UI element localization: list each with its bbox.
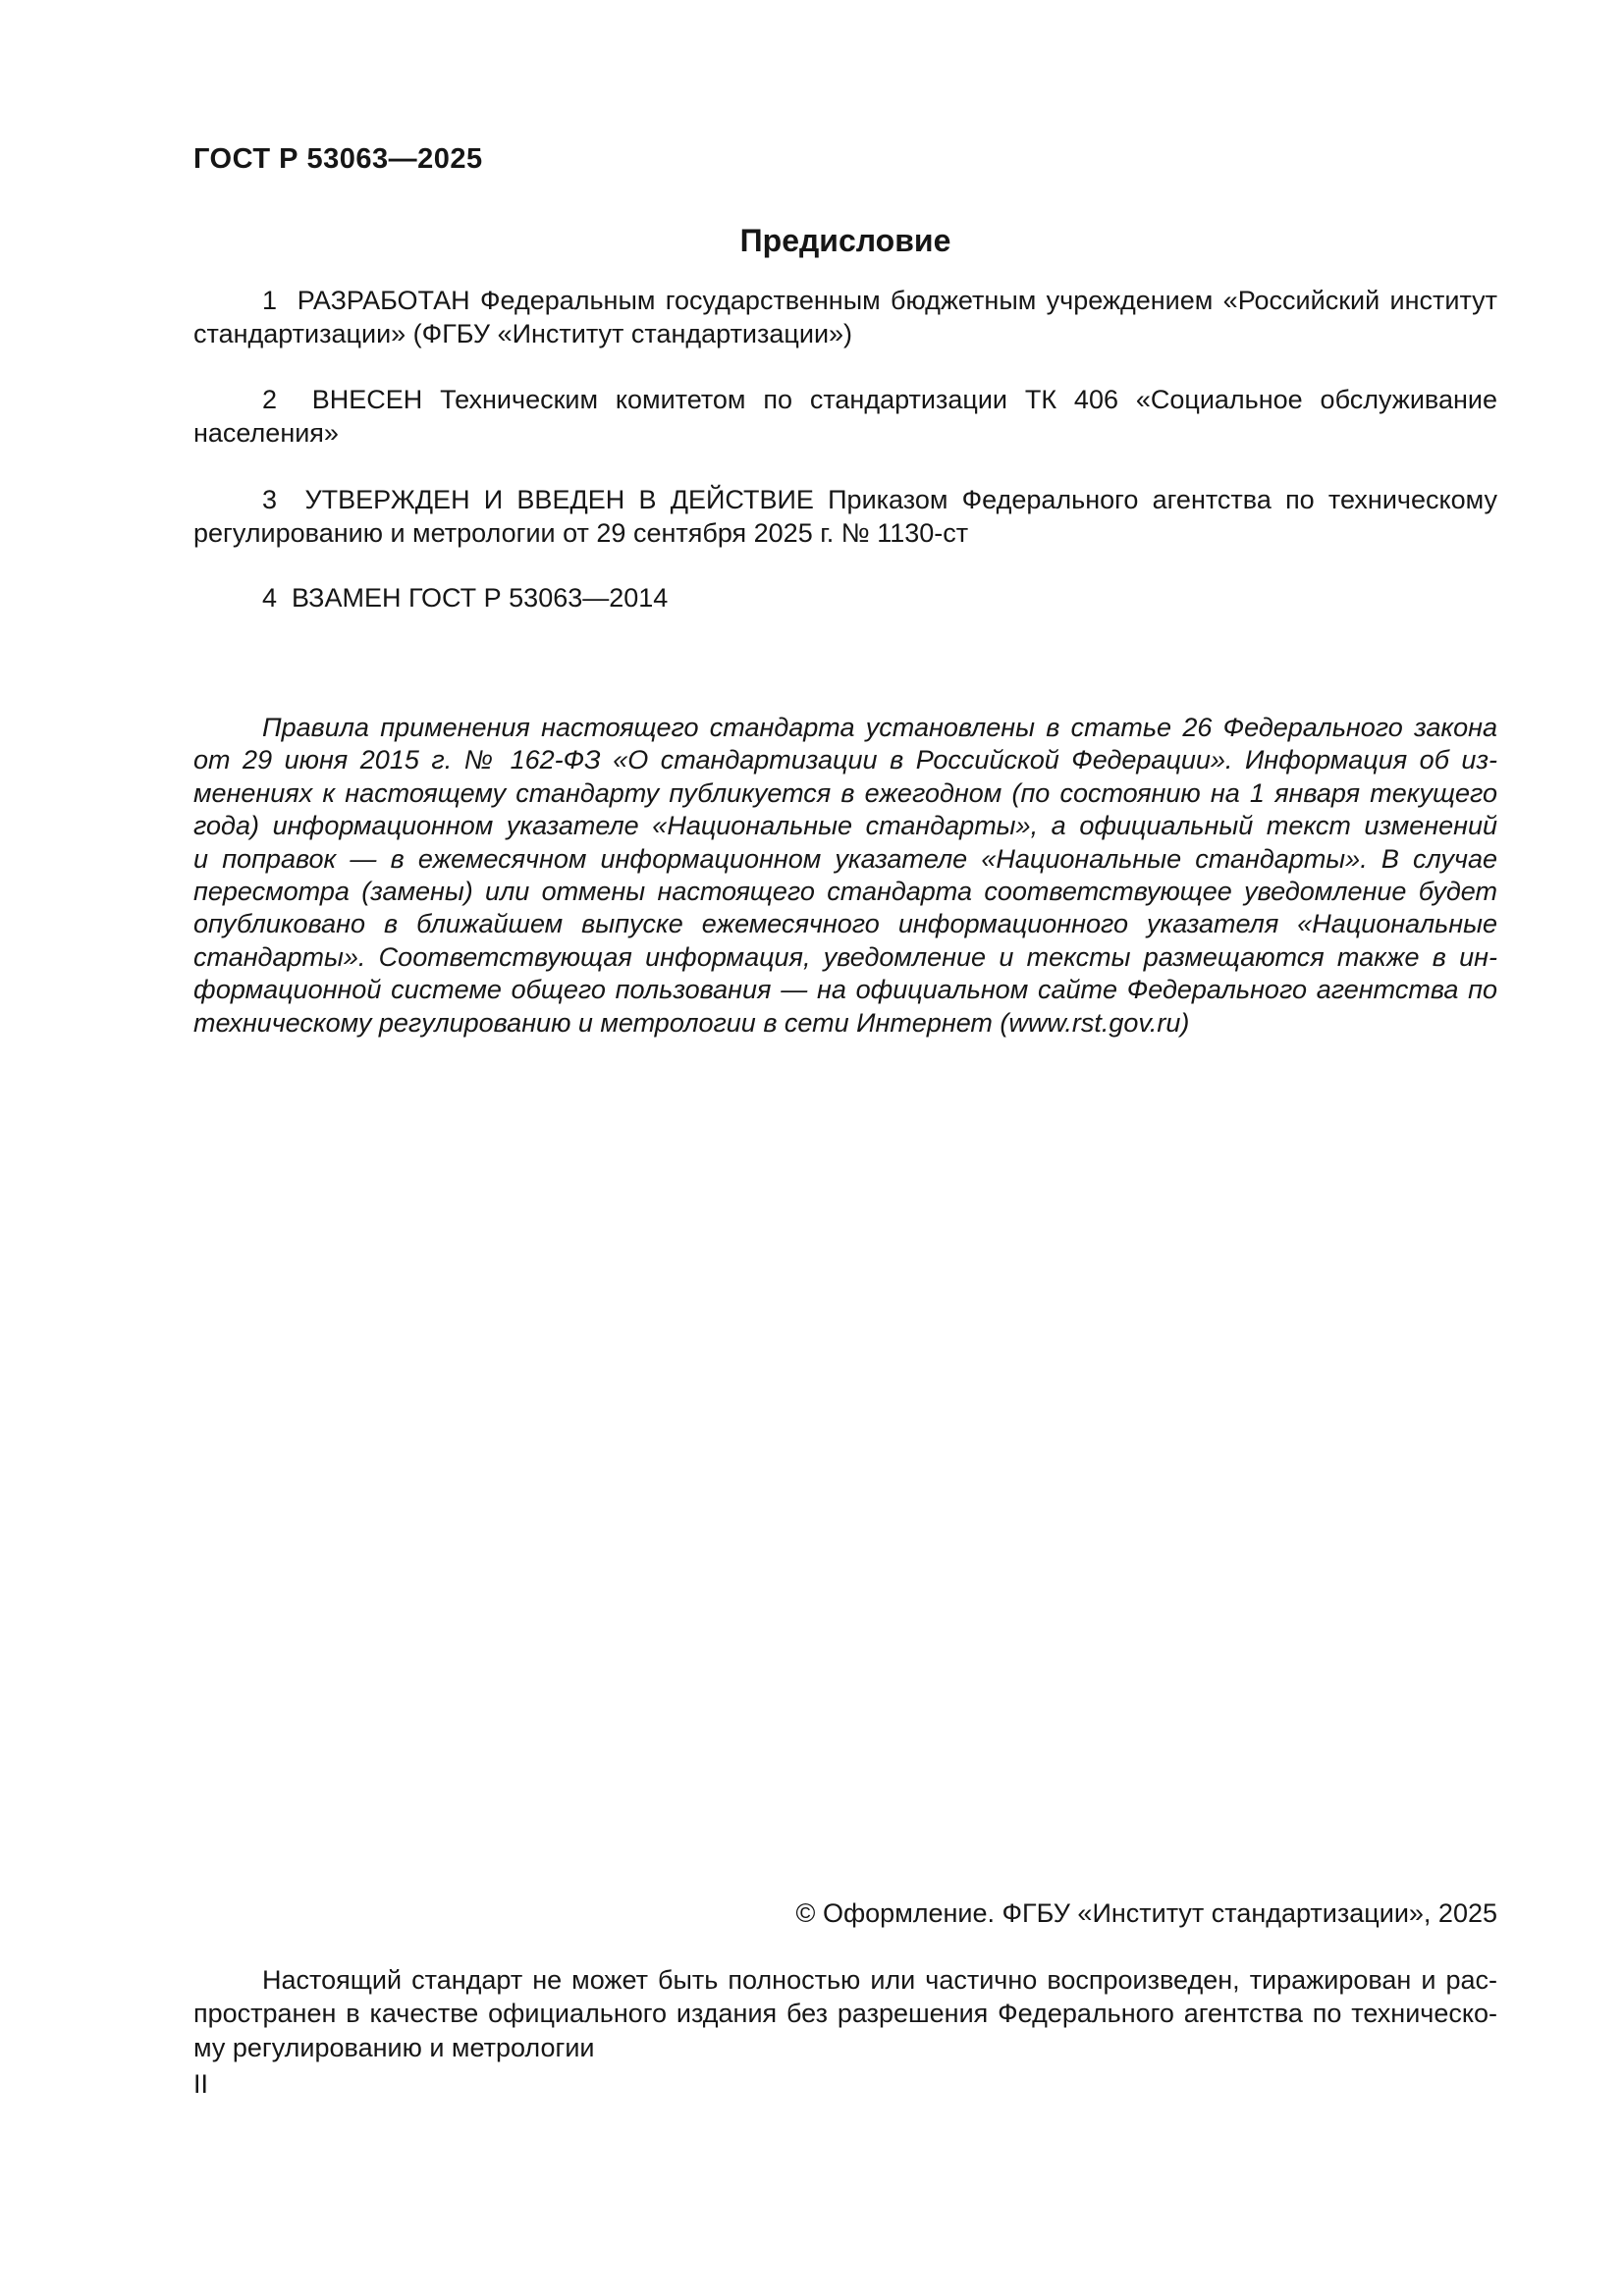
text-line: пересмотра (замены) или отмены настоящего стандарта соответствующее уведомление будет	[193, 877, 1497, 907]
copyright-line: © Оформление. ФГБУ «Институт стандартизации», 2025	[795, 1898, 1497, 1928]
text-line: стандарты». Соответствующая информация, уведомление и тексты размещаются также в ин-	[193, 941, 1497, 972]
distribution-restriction-note	[193, 1963, 1497, 2064]
text-line: техническому регулированию и метрологии в сети Интернет (www.rst.gov.ru)	[193, 1007, 1190, 1038]
text-line: Правила применения настоящего стандарта установлены в статье 26 Федерального закона	[262, 713, 1497, 742]
text-line: населения»	[193, 417, 339, 448]
text-line: формационной системе общего пользования — на официальном сайте Федерального агентства по	[193, 975, 1497, 1005]
text-line: Настоящий стандарт не может быть полностью или частично воспроизведен, тиражирован и рас-	[262, 1965, 1497, 1995]
foreword-item-submitted	[193, 384, 1497, 450]
foreword-item-approved	[193, 484, 1497, 550]
foreword-title: Предисловие	[739, 223, 951, 258]
text-line: менениях к настоящему стандарту публикуется в ежегодном (по состоянию на 1 января текущего	[193, 777, 1497, 808]
legal-application-note	[193, 712, 1497, 1040]
text-line: пространен в качестве официального издания без разрешения Федерального агентства по техническо-	[193, 1999, 1497, 2029]
text-line: 4 ВЗАМЕН ГОСТ Р 53063—2014	[262, 583, 669, 613]
foreword-item-replaces	[193, 582, 1497, 615]
text-line: года) информационном указателе «Национальные стандарты», а официальный текст изменений	[193, 811, 1497, 841]
text-line: опубликовано в ближайшем выпуске ежемесячного информационного указателя «Национальные	[193, 909, 1497, 939]
text-line: стандартизации» (ФГБУ «Институт стандартизации»)	[193, 318, 853, 348]
text-line: му регулированию и метрологии	[193, 2032, 595, 2062]
text-line: 3 УТВЕРЖДЕН И ВВЕДЕН В ДЕЙСТВИЕ Приказом Федерального агентства по техническому	[262, 485, 1497, 514]
doc-number: ГОСТ Р 53063—2025	[193, 143, 483, 175]
text-line: от 29 июня 2015 г. № 162-ФЗ «О стандартизации в Российской Федерации». Информация об из-	[193, 745, 1497, 775]
text-line: и поправок — в ежемесячном информационном указателе «Национальные стандарты». В случае	[193, 843, 1497, 874]
foreword-item-developed	[193, 285, 1497, 350]
page-number: II	[193, 2069, 209, 2099]
text-line: 1 РАЗРАБОТАН Федеральным государственным бюджетным учреждением «Российский институт	[262, 286, 1497, 315]
text-line: регулированию и метрологии от 29 сентября 2025 г. № 1130-ст	[193, 517, 969, 548]
text-line: 2 ВНЕСЕН Техническим комитетом по стандартизации ТК 406 «Социальное обслуживание	[262, 385, 1497, 414]
